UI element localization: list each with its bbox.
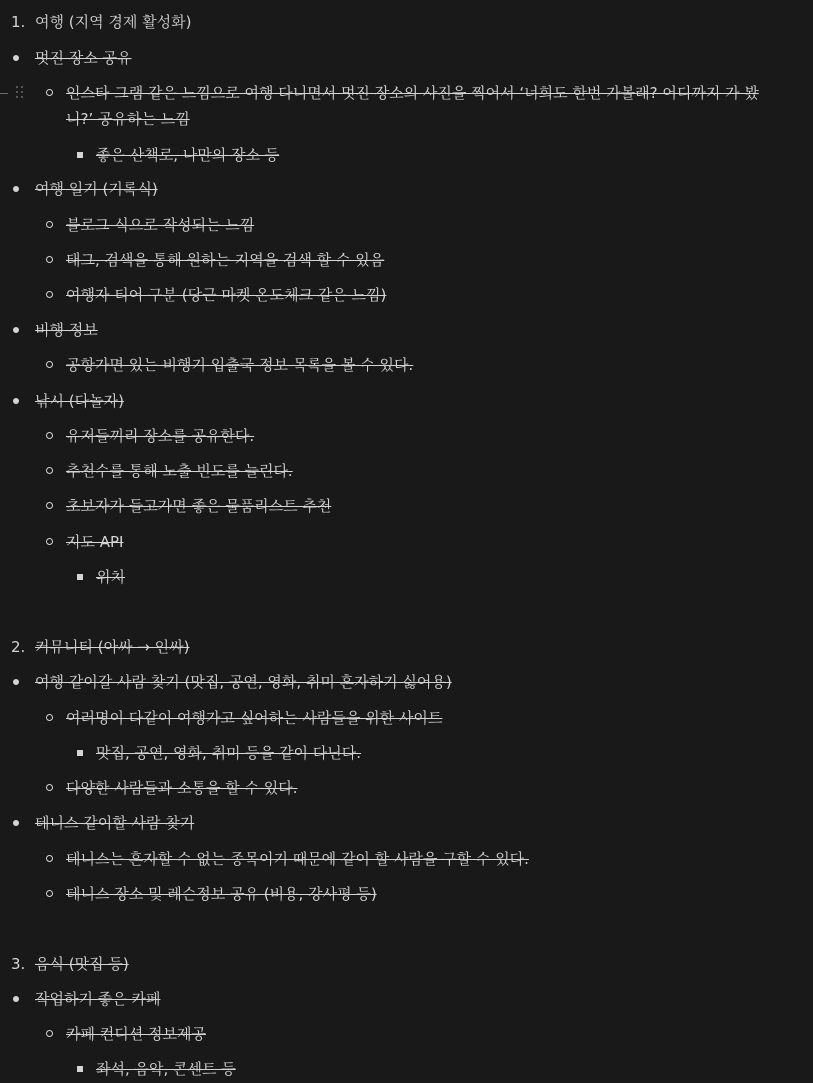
bullet-circle-icon: [46, 1030, 53, 1037]
bullet-dot-icon: [13, 996, 19, 1002]
bullet-square-icon: [77, 1066, 83, 1072]
bullet-circle-icon: [46, 714, 53, 721]
bullet-circle-icon: [46, 890, 53, 897]
bullet-circle-icon: [46, 432, 53, 439]
bullet-circle-icon: [46, 538, 53, 545]
bullet-circle-icon: [46, 784, 53, 791]
bullet-circle-icon: [46, 221, 53, 228]
section-number: 3.: [11, 955, 26, 973]
section-title: 여행 (지역 경제 활성화): [35, 13, 192, 31]
bullet-dot-icon: [13, 186, 19, 192]
bullet-circle-icon: [46, 467, 53, 474]
bullet-square-icon: [77, 574, 83, 580]
section-number: 1.: [11, 13, 26, 31]
bullet-circle-icon: [46, 855, 53, 862]
bullet-circle-icon: [46, 361, 53, 368]
section-title: 커뮤니티 (아싸 → 인싸): [35, 638, 190, 656]
bullet-dot-icon: [13, 679, 19, 685]
bullet-circle-icon: [46, 502, 53, 509]
list-item: 인스타 그램 같은 느낌으로 여행 다니면서 멋진 장소의 사진을 찍어서 ‘너희도 한번 가볼래? 어디까지 가 봤니?’ 공유하는 느낌: [0, 80, 805, 132]
bullet-square-icon: [77, 750, 83, 756]
bullet-circle-icon: [46, 89, 53, 96]
bullet-dot-icon: [13, 820, 19, 826]
bullet-dot-icon: [13, 327, 19, 333]
bullet-dot-icon: [13, 398, 19, 404]
bullet-dot-icon: [13, 55, 19, 61]
bullet-square-icon: [77, 152, 83, 158]
bullet-circle-icon: [46, 256, 53, 263]
section-title: 음식 (맛집 등): [35, 955, 129, 973]
bullet-circle-icon: [46, 291, 53, 298]
section-number: 2.: [11, 638, 26, 656]
